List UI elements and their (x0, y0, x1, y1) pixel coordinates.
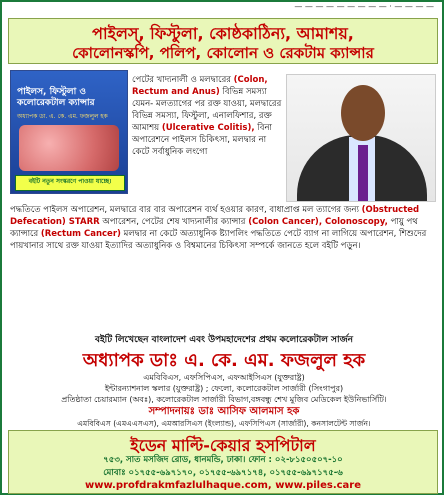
credential-line-3: প্রতিষ্ঠাতা চেয়ারম্যান (অবঃ), কলোরেকটাল সার্জারী বিভাগ,বঙ্গবন্ধু শেখ মুজিব মেডিকেল ইউনিভার্সিটি। (61, 395, 387, 404)
book-author: অধ্যাপক ডা. এ. কে. এম. ফজলুল হক (17, 113, 108, 120)
top-strip (2, 2, 442, 16)
hospital-address: ৭৫৩, সাত মসজিদ রোড, ধানমন্ডি, ঢাকা। ফোন : ০২-৮১৫০৫০৭-১০ (103, 455, 343, 465)
intro-p2-english: (Ulcerative Colitis), (161, 123, 255, 133)
editor-title: সম্পাদনায়ঃ (148, 406, 196, 417)
intro-p1: পেটের খাদ্যনালী ও মলদ্বারের (132, 75, 231, 85)
body-t2: অপারেশন, পেটের শেষ খাদ্যনালীর ক্যান্সার (102, 217, 246, 227)
headline-banner (8, 18, 438, 64)
credential-line-1: এমবিবিএস, এফসিপিএস, এফআইসিএস (যুক্তরাষ্ট্র) (143, 373, 305, 382)
photo-head (341, 85, 385, 141)
written-by-line: বইটি লিখেছেন বাংলাদেশ এবং উপমহাদেশের প্রথম কলোরেকটাল সার্জন (94, 335, 354, 345)
body-t4: মলদ্বার না কেটে অত্যাধুনিক ষ্ট্যাপলিং পদ্ধতিতে পেটে ব্যাগ না লাগিয়ে অপারেশন, শিশুদের পায়খানার সাথে রক্ত যাওয়া ইত্যাদির অত্যাধুনিক ও বিশ্বমানের চিকিৎসা সম্পর্কে জানতে হলে বইটি পড়ুন। (10, 229, 427, 251)
book-note-badge: বইটি নতুন সংস্করণে পাওয়া যাচ্ছে। (15, 175, 125, 191)
body-t2-english: (Colon Cancer), Colonoscopy, (248, 217, 388, 227)
doctor-photo (286, 74, 436, 202)
hospital-name: ইডেন মাল্টি-কেয়ার হসপিটাল (130, 436, 316, 455)
hospital-footer (8, 430, 438, 494)
body-t1-english: (Obstructed Defecation) STARR (10, 205, 420, 227)
body-t1: পদ্ধতিতে পাইলস অপারেশন, মলদ্বারে বার বার অপারেশন ব্যর্থ হওয়ার কারণ, বাধাপ্রাপ্ত মল ত্যাগের জন্য (10, 205, 359, 215)
top-fragment: — — — — — — — — — · — — — — (294, 2, 434, 11)
doctor-credentials (12, 372, 436, 405)
body-paragraph (10, 204, 438, 252)
hospital-website[interactable]: www.profdrakmfazlulhaque.com, www.piles.care (84, 480, 362, 491)
intro-p2: বিভিন্ন সমস্যা যেমন- মলত্যাগের পর রক্ত যাওয়া, মলদ্বারের বিভিন্ন সমস্যা, ফিস্টুলা, এনালফিশার, রক্ত আমাশয় (132, 87, 282, 133)
credential-line-2: ইন্টারন্যাশনাল স্কলার (যুক্তরাষ্ট্র) ; ফেলো, কলোরেকটাল সার্জারী (সিংগাপুর) (104, 384, 344, 393)
body-t3-english: (Rectum Cancer) (40, 229, 121, 239)
doctor-name: অধ্যাপক ডাঃ এ. কে. এম. ফজলুল হক (82, 350, 366, 371)
editor-name: ডাঃ আসিফ আলমাস হক (198, 406, 300, 417)
hospital-phones: মোবাঃ ০১৭৫৫-৬৯৭১৭০, ০১৭৫৫-৬৯৭১৭৪, ০১৭৫৫-৬৯৭১৭৫-৬ (103, 468, 343, 478)
editor-credentials: এমবিবিএস (এমএএসএস), এমআরসিএস (ইংল্যান্ড), এফসিপিএস (সার্জারী), কনসালটেন্ট সার্জন। (77, 419, 371, 428)
intro-p3: বিনা অপারেশনে পাইলস চিকিৎসা, মলদ্বার না কেটে সর্বাধুনিক লংগো (132, 123, 272, 157)
book-cover (10, 70, 128, 194)
intro-p1-english: (Colon, Rectum and Anus) (132, 75, 268, 97)
headline-line-1: পাইলস্, ফিস্টুলা, কোষ্ঠকাঠিন্য, আমাশয়, (92, 24, 354, 43)
body-t3: পায়ু পথ ক্যান্সারে (10, 217, 418, 239)
headline-line-2: কোলোনস্কপি, পলিপ, কোলোন ও রেকটাম ক্যান্সার (72, 44, 374, 62)
medical-illustration (19, 125, 119, 171)
book-title: পাইলস, ফিস্টুলা ও কলোরেকটাল ক্যান্সার (17, 87, 95, 108)
photo-tie (358, 145, 368, 202)
